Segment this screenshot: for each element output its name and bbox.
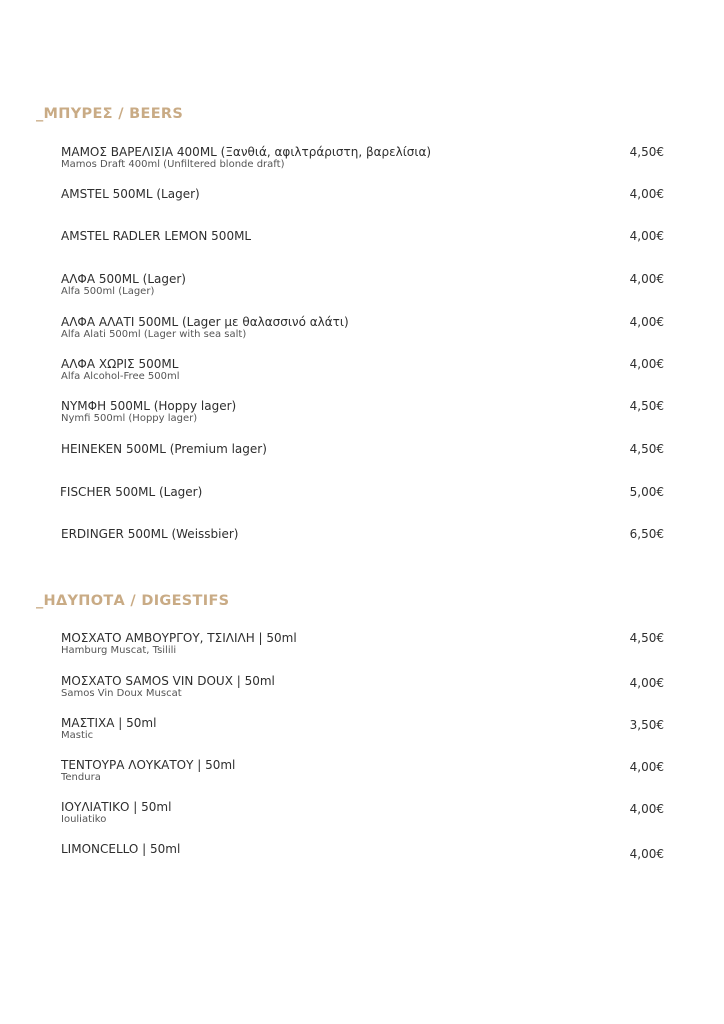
item-name: ΑΛΦΑ ΧΩΡΙΣ 500ML: [61, 357, 179, 371]
item-price: 3,50€: [629, 718, 664, 732]
item-name: ΤΕΝΤΟΥΡΑ ΛΟΥΚΑΤΟΥ | 50ml: [61, 758, 236, 772]
item-price: 5,00€: [629, 485, 664, 499]
item-price: 4,00€: [629, 357, 664, 371]
item-price: 6,50€: [629, 527, 664, 541]
menu-item: [61, 315, 664, 341]
item-price: 4,00€: [629, 847, 664, 861]
item-subtitle: Nymfi 500ml (Hoppy lager): [61, 413, 198, 424]
menu-item: [61, 527, 664, 541]
item-price: 4,00€: [629, 272, 664, 286]
menu-item: [61, 145, 664, 171]
menu-item: [61, 716, 664, 742]
item-price: 4,00€: [629, 229, 664, 243]
item-price: 4,50€: [629, 145, 664, 159]
item-name: AMSTEL RADLER LEMON 500ML: [61, 229, 252, 243]
item-name: ΜΟΣΧΑΤΟ SAMOS VIN DOUX | 50ml: [61, 674, 275, 688]
menu-item: [61, 357, 664, 383]
item-name: ΜΟΣΧΑΤΟ ΑΜΒΟΥΡΓΟΥ, ΤΣΙΛΙΛΗ | 50ml: [61, 631, 297, 645]
item-subtitle: Samos Vin Doux Muscat: [61, 688, 182, 699]
menu-item: [61, 674, 664, 700]
item-name: FISCHER 500ML (Lager): [60, 485, 203, 499]
item-price: 4,00€: [629, 802, 664, 816]
item-price: 4,00€: [629, 676, 664, 690]
item-price: 4,50€: [629, 631, 664, 645]
item-name: LIMONCELLO | 50ml: [61, 842, 181, 856]
item-subtitle: Alfa Alcohol-Free 500ml: [61, 371, 180, 382]
item-name: ERDINGER 500ML (Weissbier): [61, 527, 239, 541]
item-price: 4,00€: [629, 760, 664, 774]
item-name: ΑΛΦΑ ΑΛΑΤΙ 500ML (Lager με θαλασσινό αλάτι): [61, 315, 349, 329]
item-subtitle: Iouliatiko: [61, 814, 107, 825]
section-title-beers: _ΜΠΥΡΕΣ / BEERS: [36, 106, 184, 122]
menu-item: [61, 758, 664, 784]
item-price: 4,50€: [629, 399, 664, 413]
item-price: 4,00€: [629, 315, 664, 329]
menu-item: [61, 229, 664, 243]
menu-item: [61, 187, 664, 201]
item-subtitle: Mastic: [61, 730, 94, 741]
menu-item: [61, 399, 664, 425]
item-subtitle: Hamburg Muscat, Tsilili: [61, 645, 177, 656]
item-subtitle: Tendura: [61, 772, 101, 783]
section-title-digestifs: _ΗΔΥΠΟΤΑ / DIGESTIFS: [36, 593, 230, 609]
item-name: ΜΑΣΤΙΧΑ | 50ml: [61, 716, 157, 730]
menu-item: [61, 442, 664, 456]
item-name: AMSTEL 500ML (Lager): [61, 187, 200, 201]
item-name: ΙΟΥΛΙΑΤΙΚΟ | 50ml: [61, 800, 172, 814]
item-subtitle: Alfa Alati 500ml (Lager with sea salt): [61, 329, 247, 340]
menu-item: [61, 272, 664, 298]
item-name: HEINEKEN 500ML (Premium lager): [61, 442, 267, 456]
item-name: ΜΑΜΟΣ ΒΑΡΕΛΙΣΙΑ 400ML (Ξανθιά, αφιλτράριστη, βαρελίσια): [61, 145, 432, 159]
item-name: ΑΛΦΑ 500ML (Lager): [61, 272, 186, 286]
menu-item: [60, 485, 664, 499]
menu-item: [61, 842, 664, 861]
menu-item: [61, 631, 664, 657]
item-price: 4,50€: [629, 442, 664, 456]
item-subtitle: Alfa 500ml (Lager): [61, 286, 155, 297]
item-subtitle: Mamos Draft 400ml (Unfiltered blonde draft): [61, 159, 285, 170]
item-price: 4,00€: [629, 187, 664, 201]
item-name: ΝΥΜΦΗ 500ML (Hoppy lager): [61, 399, 237, 413]
menu-item: [61, 800, 664, 826]
